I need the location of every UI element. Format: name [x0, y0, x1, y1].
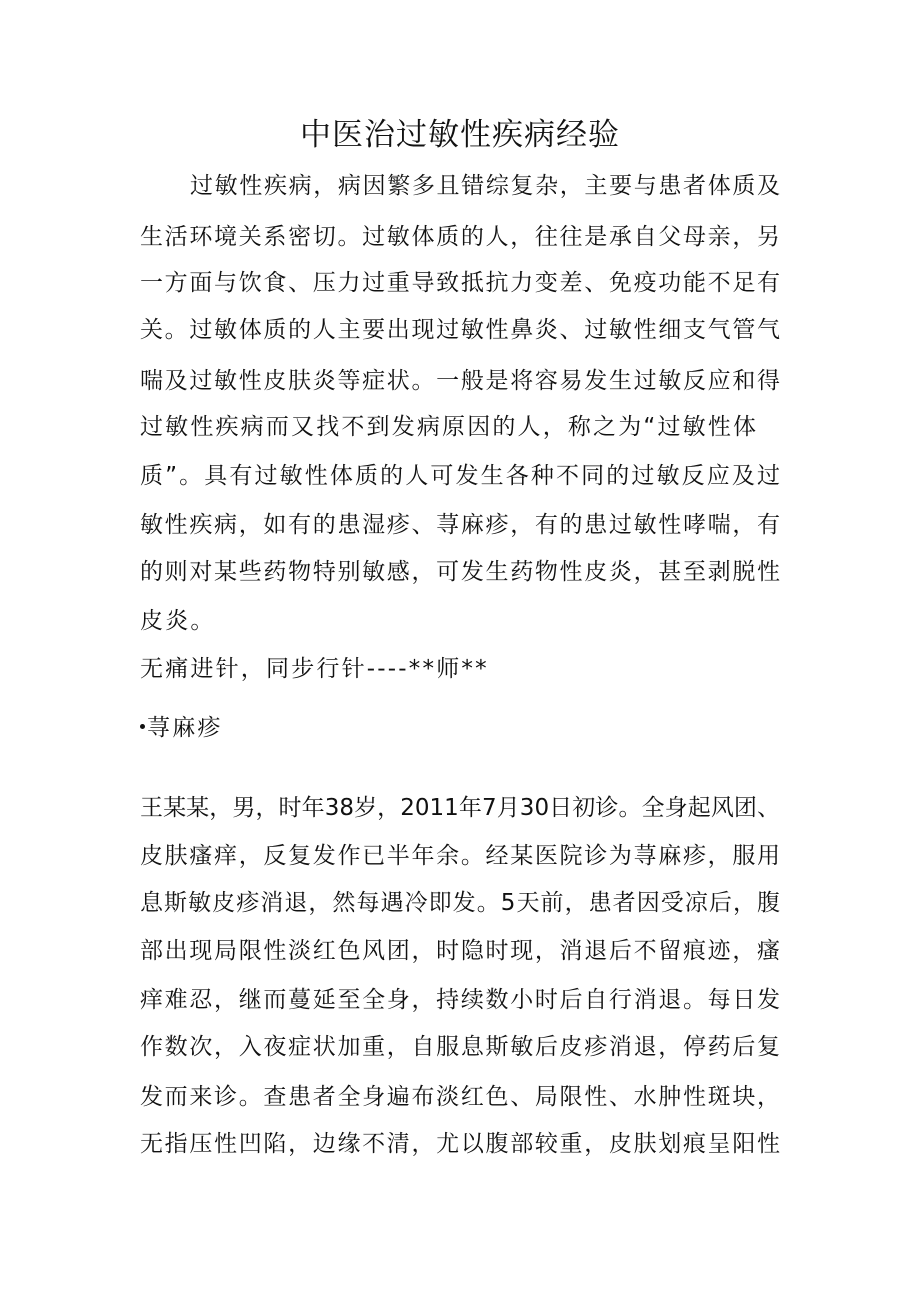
case-line-1: 王某某，男，时年38岁，2011年7月30日初诊。全身起风团、 — [140, 795, 780, 821]
case-line-4: 部出现局限性淡红色风团，时隐时现，消退后不留痕迹，瘙 — [140, 938, 780, 964]
signature-line: 无痛进针，同步行针----**师** — [140, 656, 489, 682]
intro-line-2: 生活环境关系密切。过敏体质的人，往往是承自父母亲，另 — [140, 224, 780, 250]
intro-line-5: 喘及过敏性皮肤炎等症状。一般是将容易发生过敏反应和得 — [140, 368, 780, 394]
intro-line-6: 过敏性疾病而又找不到发病原因的人，称之为“过敏性体 — [140, 414, 756, 440]
case-line-5: 痒难忍，继而蔓延至全身，持续数小时后自行消退。每日发 — [140, 987, 780, 1013]
intro-line-1: 过敏性疾病，病因繁多且错综复杂，主要与患者体质及 — [190, 173, 780, 199]
bullet-icon — [140, 724, 145, 729]
intro-line-9: 的则对某些药物特别敏感，可发生药物性皮炎，甚至剥脱性 — [140, 559, 780, 585]
intro-line-10: 皮炎。 — [140, 608, 216, 634]
document-title: 中医治过敏性疾病经验 — [300, 117, 620, 153]
intro-line-3: 一方面与饮食、压力过重导致抵抗力变差、免疫功能不足有 — [140, 270, 780, 296]
case-line-8: 无指压性凹陷，边缘不清，尤以腹部较重，皮肤划痕呈阳性 — [140, 1131, 780, 1157]
intro-line-8: 敏性疾病，如有的患湿疹、荨麻疹，有的患过敏性哮喘，有 — [140, 512, 780, 538]
intro-line-7: 质”。具有过敏性体质的人可发生各种不同的过敏反应及过 — [140, 463, 780, 489]
intro-line-4: 关。过敏体质的人主要出现过敏性鼻炎、过敏性细支气管气 — [140, 317, 780, 343]
case-line-6: 作数次，入夜症状加重，自服息斯敏后皮疹消退，停药后复 — [140, 1034, 780, 1060]
section-heading-text: 荨麻疹 — [147, 715, 223, 741]
case-line-7: 发而来诊。查患者全身遍布淡红色、局限性、水肿性斑块， — [140, 1084, 780, 1110]
case-line-2: 皮肤瘙痒，反复发作已半年余。经某医院诊为荨麻疹，服用 — [140, 843, 780, 869]
case-line-3: 息斯敏皮疹消退，然每遇冷即发。5天前，患者因受凉后，腹 — [140, 890, 780, 916]
section-heading — [140, 711, 223, 745]
